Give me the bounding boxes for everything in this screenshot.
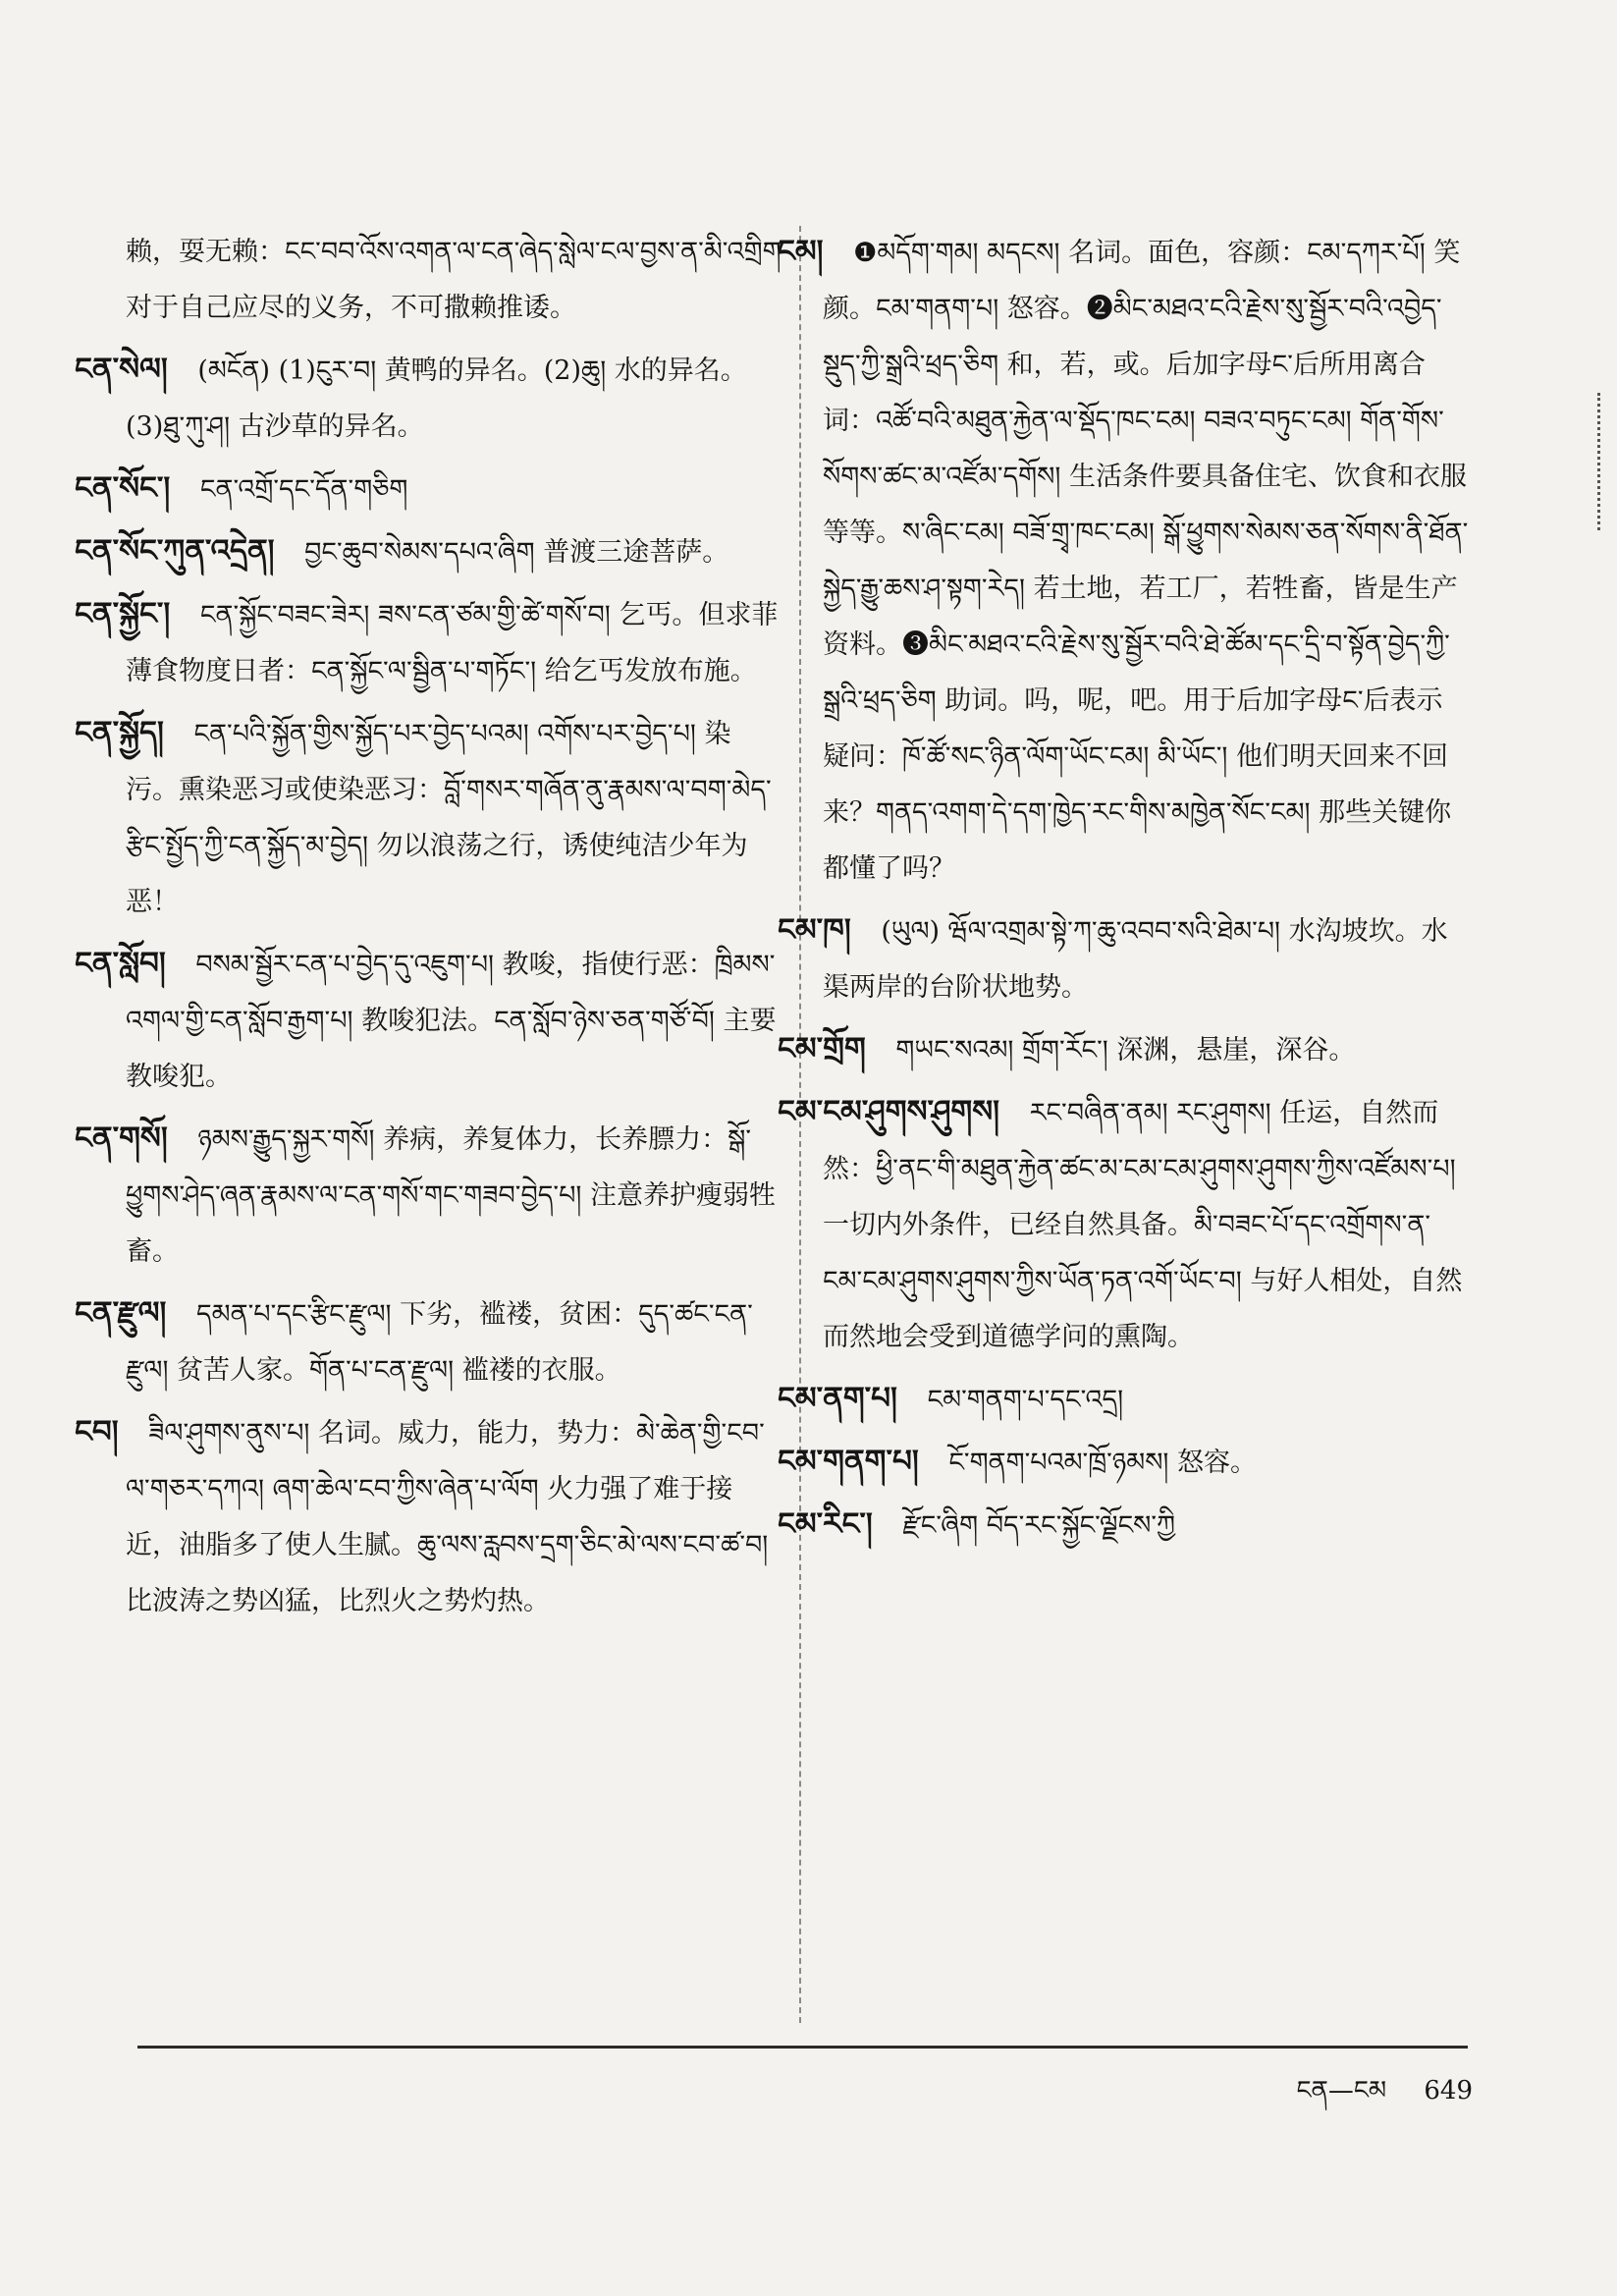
dictionary-entry [75, 1285, 783, 1398]
margin-scan-marks [1597, 393, 1614, 530]
entry-definition: ཟིལ་ཤུགས་ནུས་པ། 名词。威力，能力，势力：མེ་ཆེན་གྱི་ངབ་ལ་གཅར་དཀའ། ཞག་ཆེལ་ངབ་ཀྱིས་ཞེན་པ་ལོག 火力强了难于接近，油脂多了使人生腻。ཆུ་ལས་རླབས་དྲག་ཅིང་མེ་ལས་ངབ་ཚ་བ། 比波涛之势凶猛，比烈火之势灼热。 [126, 1418, 769, 1616]
entry-headword: ངམ། [778, 234, 824, 269]
dictionary-entry [778, 902, 1469, 1015]
dictionary-entry [75, 936, 783, 1105]
dictionary-entry [778, 1021, 1469, 1078]
entry-definition: གཡང་སའམ། གྲོག་རོང་། 深渊，悬崖，深谷。 [895, 1035, 1356, 1066]
right-column [778, 224, 1469, 1559]
entry-definition: (ཡུལ) ཝོལ་འགྲམ་སྟེ་ཀ་ཆུ་འབབ་སའི་ཐེམ་པ། 水沟坡坎。水渠两岸的台阶状地势。 [823, 916, 1448, 1003]
entry-headword: ངན་སྐྱོད། [75, 715, 164, 750]
entry-definition: ❶མདོག་གམ། མདངས། 名词。面色，容颜：ངམ་དཀར་པོ། 笑颜。ངམ་གནག་པ། 怒容。❷མིང་མཐའ་ངའི་རྗེས་སུ་སྦྱོར་བའི་འབྱེད་སྡུད་ཀྱི་སྒྲའི་ཕྲད་ཅིག 和，若，或。后加字母ང་后所用离合词：འཚོ་བའི་མཐུན་རྐྱེན་ལ་སྡོད་ཁང་ངམ། བཟའ་བཏུང་ངམ། གོན་གོས་སོགས་ཚང་མ་འཛོམ་དགོས། 生活条件要具备住宅、饮食和衣服等等。ས་ཞིང་ངམ། བཟོ་གྲྭ་ཁང་ངམ། སྒོ་ཕྱུགས་སེམས་ཅན་སོགས་ནི་ཐོན་སྐྱེད་རྒྱུ་ཆས་ཤ་སྟག་རེད། 若土地，若工厂，若牲畜，皆是生产资料。❸མིང་མཐའ་ངའི་རྗེས་སུ་སྦྱོར་བའི་ཐེ་ཚོམ་དང་དྲི་བ་སྟོན་བྱེད་ཀྱི་སྒྲའི་ཕྲད་ཅིག 助词。吗，呢，吧。用于后加字母ང་后表示疑问：ཁོ་ཚོ་སང་ཉིན་ལོག་ཡོང་ངམ། མི་ཡོང་། 他们明天回来不回来？གནད་འགག་དེ་དག་ཁྱེད་རང་གིས་མཁྱེན་སོང་ངམ། 那些关键你都懂了吗？ [823, 238, 1469, 884]
dictionary-entry [778, 224, 1469, 897]
dictionary-entry [75, 1404, 783, 1629]
dictionary-entry [126, 224, 783, 336]
entry-definition: བསམ་སྦྱོར་ངན་པ་བྱེད་དུ་འཇུག་པ། 教唆，指使行恶：ཁྲིམས་འགལ་གྱི་ངན་སློབ་རྒྱག་པ། 教唆犯法。ངན་སློབ་ཉེས་ཅན་གཙོ་བོ། 主要教唆犯。 [126, 950, 777, 1092]
entry-definition: ངན་འགྲོ་དང་དོན་གཅིག [199, 474, 408, 505]
dictionary-entry [778, 1084, 1469, 1365]
entry-definition: ངན་སྐྱོང་བཟང་ཟེར། ཟས་ངན་ཙམ་གྱི་ཚེ་གསོ་བ། 乞丐。但求菲薄食物度日者：ངན་སྐྱོང་ལ་སྦྱིན་པ་གཏོང་། 给乞丐发放布施。 [126, 600, 779, 686]
footer-rule [137, 2046, 1468, 2049]
entry-headword: ངན་རྫུལ། [75, 1295, 167, 1331]
dictionary-entry [75, 586, 783, 699]
entry-definition: 赖，耍无赖：ངང་བབ་འོས་འགན་ལ་ངན་ཞེད་སླེལ་ངལ་བྱས་ན་མི་འགྲིག 对于自己应尽的义务，不可撒赖推诿。 [126, 237, 782, 323]
entry-headword: ངམ་ཁ། [778, 912, 851, 948]
entry-definition: རྫོང་ཞིག བོད་རང་སྐྱོང་ལྗོངས་ཀྱི [902, 1510, 1176, 1541]
entry-headword: ངན་སློབ། [75, 946, 166, 981]
entry-headword: ངན་སོང་། [75, 470, 171, 506]
dictionary-entry [75, 523, 783, 580]
entry-definition: (མངོན) (1)ངུར་བ། 黄鸭的异名。(2)ཆུ། 水的异名。(3)ཐུ་ཀུ་ཤ། 古沙草的异名。 [126, 355, 747, 442]
dictionary-entry [75, 705, 783, 930]
entry-headword: ངན་གསོ། [75, 1121, 168, 1156]
entry-headword: ངན་སྐྱོང་། [75, 596, 171, 631]
dictionary-entry [75, 461, 783, 518]
entry-definition: དམན་པ་དང་རྩིང་རྫུལ། 下劣，褴褛，贫困：དུད་ཚང་ངན་རྫུལ། 贫苦人家。གོན་པ་ངན་རྫུལ། 褴褛的衣服。 [126, 1299, 753, 1386]
page-footer [1217, 2062, 1473, 2134]
dictionary-entry [75, 342, 783, 455]
entry-headword: ངན་སེལ། [75, 352, 168, 387]
dictionary-entry [75, 1111, 783, 1280]
entry-definition: ངམ་གནག་པ་དང་འདྲ། [927, 1385, 1124, 1415]
entry-definition: ངན་པའི་སྐྱོན་གྱིས་སྐྱོད་པར་བྱེད་པའམ། འགོས་པར་བྱེད་པ། 染污。熏染恶习或使染恶习：བློ་གསར་གཞོན་ནུ་རྣམས་ལ་བག་མེད་རྩིང་སྤྱོད་ཀྱི་ངན་སྐྱོད་མ་བྱེད། 勿以浪荡之行，诱使纯洁少年为恶！ [126, 719, 772, 917]
dictionary-entry [778, 1497, 1469, 1554]
page-number: 649 [1424, 2076, 1473, 2105]
headword-range: ངན—ངམ [1296, 2076, 1387, 2105]
entry-headword: ངམ་གྲོག [778, 1031, 866, 1066]
entry-headword: ངབ། [75, 1414, 119, 1449]
entry-headword: ངམ་ངམ་ཤུགས་ཤུགས། [778, 1094, 1000, 1129]
entry-definition: བྱང་ཆུབ་སེམས་དཔའ་ཞིག 普渡三途菩萨。 [304, 537, 729, 568]
entry-definition: རང་བཞིན་ནམ། རང་ཤུགས། 任运，自然而然：ཕྱི་ནང་གི་མཐུན་རྐྱེན་ཚང་མ་ངམ་ངམ་ཤུགས་ཤུགས་ཀྱིས་འཛོམས་པ། 一切内外条件，已经自然具备。མི་བཟང་པོ་དང་འགྲོགས་ན་ངམ་ངམ་ཤུགས་ཤུགས་ཀྱིས་ཡོན་ཏན་འགོ་ཡོང་བ། 与好人相处，自然而然地会受到道德学问的熏陶。 [823, 1098, 1463, 1352]
entry-headword: ངམ་ནག་པ། [778, 1381, 897, 1416]
dictionary-entry [778, 1434, 1469, 1491]
dictionary-entry [778, 1371, 1469, 1428]
entry-headword: ངམ་རིང་། [778, 1506, 873, 1542]
entry-headword: ངམ་གནག་པ། [778, 1444, 919, 1479]
entry-definition: ངོ་གནག་པའམ་ཁྲོ་ཉམས། 怒容。 [948, 1448, 1257, 1478]
left-column [75, 224, 783, 1635]
entry-definition: ཉམས་རྒྱུད་སྐྱར་གསོ། 养病，养复体力，长养膘力：སྒོ་ཕྱུགས་ཤེད་ཞན་རྣམས་ལ་ངན་གསོ་གང་གཟབ་བྱེད་པ། 注意养护瘦弱牲畜。 [126, 1124, 776, 1267]
entry-headword: ངན་སོང་ཀུན་འདྲེན། [75, 533, 275, 569]
